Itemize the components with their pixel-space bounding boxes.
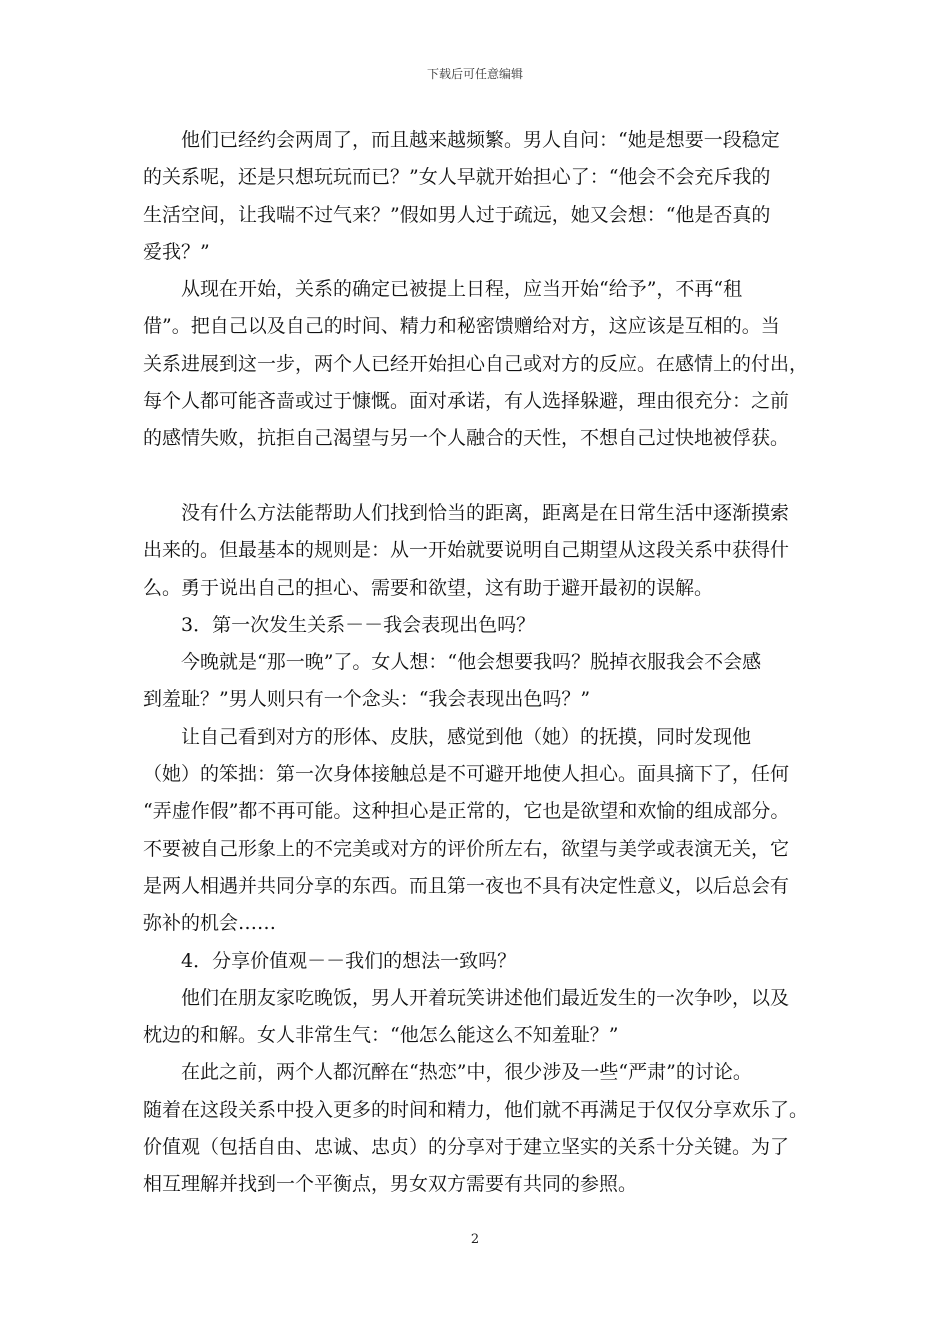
body-line: 不要被自己形象上的不完美或对方的评价所左右，欲望与美学或表演无关，它 [143, 837, 790, 860]
body-line: 生活空间，让我喘不过气来？”假如男人过于疏远，她又会想：“他是否真的 [143, 203, 771, 226]
page-header: 下载后可任意编辑 [426, 67, 523, 81]
body-line: 今晚就是“那一晚”了。女人想：“他会想要我吗？脱掉衣服我会不会感 [143, 651, 762, 674]
body-line: 他们在朋友家吃晚饭，男人开着玩笑讲述他们最近发生的一次争吵，以及 [143, 986, 790, 1009]
body-line: 从现在开始，关系的确定已被提上日程，应当开始“给予”，不再“租 [143, 278, 743, 301]
body-line: 他们已经约会两周了，而且越来越频繁。男人自问：“她是想要一段稳定 [143, 129, 780, 151]
body-line: 出来的。但最基本的规则是：从一开始就要说明自己期望从这段关系中获得什 [143, 539, 790, 562]
body-line: 枕边的和解。女人非常生气：“他怎么能这么不知羞耻？” [143, 1024, 619, 1047]
document-body [143, 122, 809, 1204]
body-line: 随着在这段关系中投入更多的时间和精力，他们就不再满足于仅仅分享欢乐了。 [143, 1098, 809, 1121]
page-number: 2 [470, 1232, 480, 1247]
body-line: 是两人相遇并共同分享的东西。而且第一夜也不具有决定性意义，以后总会有 [143, 874, 790, 897]
body-line: 么。勇于说出自己的担心、需要和欲望，这有助于避开最初的误解。 [143, 576, 714, 599]
section-heading: 4．分享价值观－－我们的想法一致吗？ [143, 949, 517, 972]
body-line: 爱我？” [143, 240, 210, 263]
body-line: 在此之前，两个人都沉醉在“热恋”中，很少涉及一些“严肃”的讨论。 [143, 1061, 752, 1084]
body-line: 的关系呢，还是只想玩玩而已？”女人早就开始担心了：“他会不会充斥我的 [143, 166, 771, 189]
body-line: 相互理解并找到一个平衡点，男女双方需要有共同的参照。 [143, 1173, 638, 1196]
body-line: （她）的笨拙：第一次身体接触总是不可避开地使人担心。面具摘下了，任何 [143, 763, 790, 786]
blank-line [143, 458, 809, 495]
body-line: 让自己看到对方的形体、皮肤，感觉到他（她）的抚摸，同时发现他 [143, 725, 752, 748]
body-line: 关系进展到这一步，两个人已经开始担心自己或对方的反应。在感情上的付出， [143, 352, 809, 375]
body-line: 价值观（包括自由、忠诚、忠贞）的分享对于建立坚实的关系十分关键。为了 [143, 1136, 790, 1159]
body-line: 弥补的机会…… [143, 912, 277, 935]
body-line: 每个人都可能吝啬或过于慷慨。面对承诺，有人选择躲避，理由很充分：之前 [143, 390, 790, 413]
body-line: “弄虚作假”都不再可能。这种担心是正常的，它也是欲望和欢愉的组成部分。 [143, 800, 790, 823]
body-line: 的感情失败，抗拒自己渴望与另一个人融合的天性，不想自己过快地被俘获。 [143, 427, 790, 450]
body-line: 借”。把自己以及自己的时间、精力和秘密馈赠给对方，这应该是互相的。当 [143, 315, 780, 338]
body-line: 到羞耻？”男人则只有一个念头：“我会表现出色吗？” [143, 688, 591, 711]
body-line: 没有什么方法能帮助人们找到恰当的距离，距离是在日常生活中逐渐摸索 [143, 501, 790, 524]
section-heading: 3．第一次发生关系－－我会表现出色吗？ [143, 613, 536, 636]
